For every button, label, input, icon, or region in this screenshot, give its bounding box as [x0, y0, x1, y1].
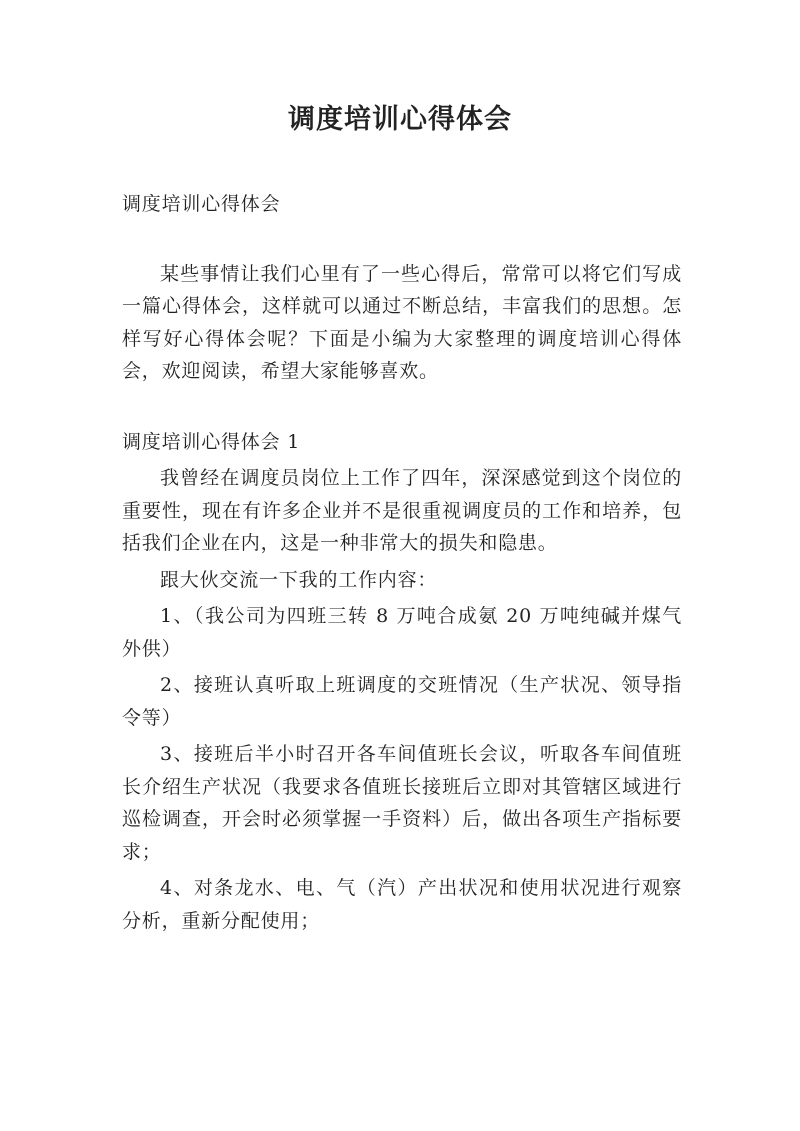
section-heading: 调度培训心得体会 1: [122, 430, 301, 453]
document-body: [122, 188, 682, 937]
body-paragraph: 1、（我公司为四班三转 8 万吨合成氨 20 万吨纯碱并煤气外供）: [122, 605, 682, 660]
document-subtitle: 调度培训心得体会: [122, 193, 281, 215]
intro-paragraph: 某些事情让我们心里有了一些心得后，常常可以将它们写成一篇心得体会，这样就可以通过不断总结，丰富我们的思想。怎样写好心得体会呢？下面是小编为大家整理的调度培训心得体会，欢迎阅读，希望大家能够喜欢。: [122, 262, 682, 382]
body-paragraph: 2、接班认真听取上班调度的交班情况（生产状况、领导指令等）: [122, 674, 682, 729]
body-paragraph: 我曾经在调度员岗位上工作了四年，深深感觉到这个岗位的重要性，现在有许多企业并不是很重视调度员的工作和培养，包括我们企业在内，这是一种非常大的损失和隐患。: [122, 467, 682, 554]
body-paragraph: 4、对条龙水、电、气（汽）产出状况和使用状况进行观察分析，重新分配使用；: [122, 877, 682, 932]
body-paragraph: 3、接班后半小时召开各车间值班长会议，听取各车间值班长介绍生产状况（我要求各值班长接班后立即对其管辖区域进行巡检调查，开会时必须掌握一手资料）后，做出各项生产指标要求；: [122, 743, 682, 863]
document-title: 调度培训心得体会: [288, 104, 512, 135]
body-paragraph: 跟大伙交流一下我的工作内容：: [160, 568, 438, 591]
